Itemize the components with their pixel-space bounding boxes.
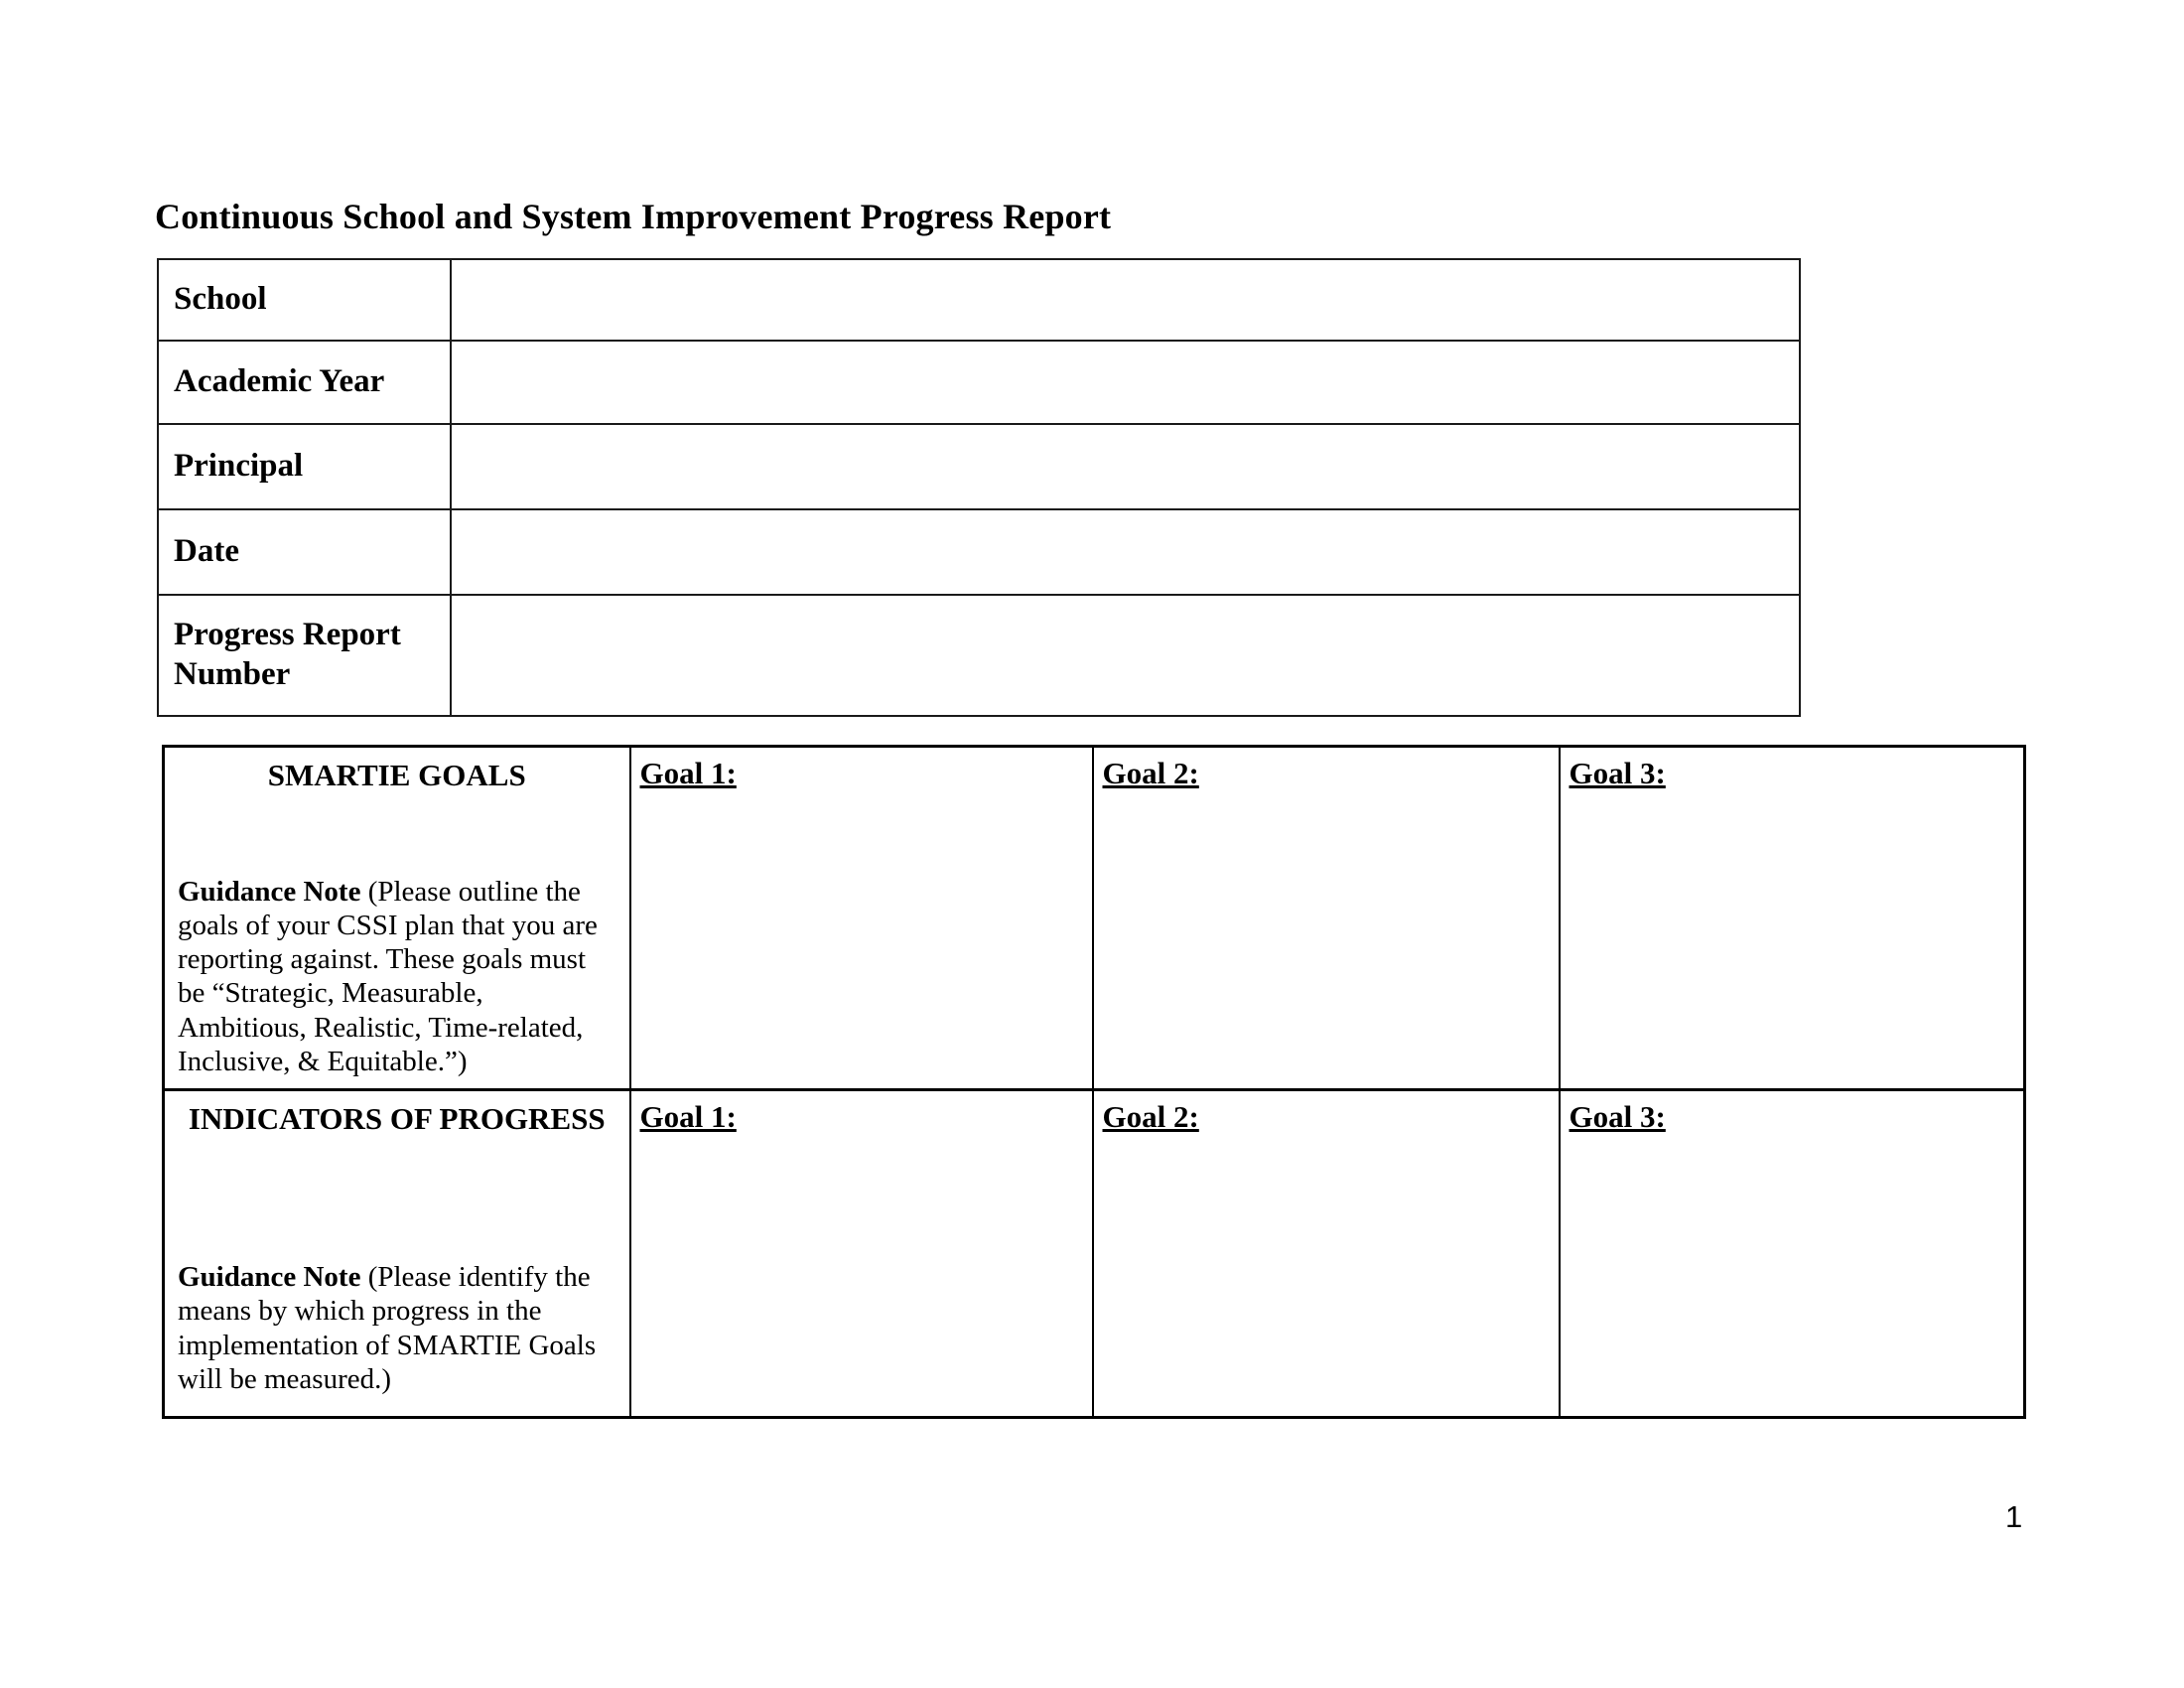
table-row-progress-report-number [158, 595, 1800, 716]
info-value-school[interactable] [451, 259, 1800, 341]
smartie-goal-2-header: Goal 2: [1102, 756, 1199, 790]
info-label-academic-year: Academic Year [158, 341, 451, 424]
goals-table [162, 745, 2026, 1419]
indicators-header-cell [164, 1090, 630, 1418]
section-heading-indicators: INDICATORS OF PROGRESS [188, 1101, 606, 1136]
indicators-goal-3-cell[interactable] [1560, 1090, 2025, 1418]
smartie-goal-1-header: Goal 1: [639, 756, 737, 790]
smartie-goal-2-cell[interactable] [1093, 747, 1560, 1090]
indicators-goal-2-cell[interactable] [1093, 1090, 1560, 1418]
smartie-goal-3-header: Goal 3: [1569, 756, 1666, 790]
indicators-goal-3-header: Goal 3: [1569, 1099, 1666, 1134]
info-value-date[interactable] [451, 509, 1800, 595]
info-value-academic-year[interactable] [451, 341, 1800, 424]
indicators-goal-1-cell[interactable] [630, 1090, 1093, 1418]
page-title: Continuous School and System Improvement Progress Report [155, 197, 1112, 236]
table-row-indicators-of-progress [164, 1090, 2025, 1418]
smartie-goal-3-cell[interactable] [1560, 747, 2025, 1090]
smartie-goals-header-cell [164, 747, 630, 1090]
table-row-date [158, 509, 1800, 595]
guidance-note-text: (Please identify the means by which progress in the implementation of SMARTIE Goals will be measured.) [178, 1261, 597, 1395]
table-row-academic-year [158, 341, 1800, 424]
indicators-goal-2-header: Goal 2: [1102, 1099, 1199, 1134]
info-label-principal: Principal [158, 424, 451, 509]
guidance-note-smartie-goals [178, 875, 617, 1078]
table-row-school [158, 259, 1800, 341]
guidance-note-label: Guidance Note [178, 1261, 361, 1294]
page-number: 1 [2005, 1499, 2023, 1534]
table-row-smartie-goals [164, 747, 2025, 1090]
guidance-note-label: Guidance Note [178, 875, 361, 908]
section-heading-smartie-goals: SMARTIE GOALS [267, 758, 526, 792]
info-value-principal[interactable] [451, 424, 1800, 509]
smartie-goal-1-cell[interactable] [630, 747, 1093, 1090]
info-label-progress-report-number: Progress Report Number [158, 595, 451, 716]
info-label-date: Date [158, 509, 451, 595]
table-row-principal [158, 424, 1800, 509]
school-info-table [157, 258, 1801, 717]
info-value-progress-report-number[interactable] [451, 595, 1800, 716]
indicators-goal-1-header: Goal 1: [639, 1099, 737, 1134]
info-label-school: School [158, 259, 451, 341]
guidance-note-indicators [178, 1260, 617, 1396]
guidance-note-text: (Please outline the goals of your CSSI plan that you are reporting against. These goals must be “Strategic, Measurable, Ambitious, Realistic, Time-related, Inclusive, & Equitable.”) [178, 875, 598, 1077]
